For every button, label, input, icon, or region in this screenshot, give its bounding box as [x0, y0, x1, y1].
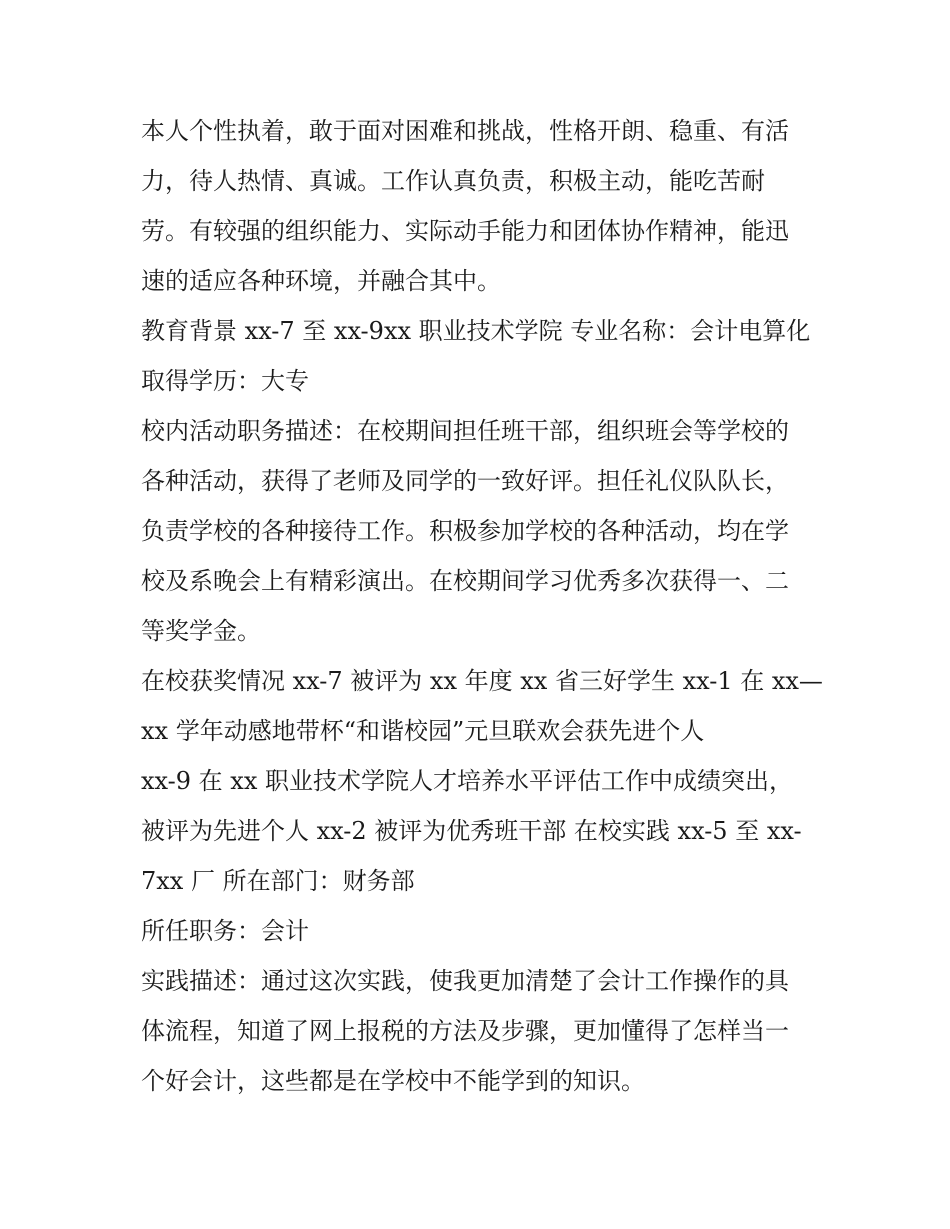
text-line: 负责学校的各种接待工作。积极参加学校的各种活动，均在学: [141, 517, 789, 545]
text-line: 力，待人热情、真诚。工作认真负责，积极主动，能吃苦耐: [141, 167, 765, 195]
paragraph-position: [141, 906, 813, 956]
text-line: xx 学年动感地带杯“和谐校园”元旦联欢会获先进个人: [141, 717, 705, 745]
paragraph-self-evaluation: [141, 106, 813, 306]
document-body: [141, 106, 823, 1106]
text-line: 被评为先进个人 xx-2 被评为优秀班干部 在校实践 xx-5 至 xx-: [141, 817, 802, 845]
text-line: 校内活动职务描述：在校期间担任班干部，组织班会等学校的: [141, 417, 789, 445]
text-line: 取得学历：大专: [141, 367, 309, 395]
text-line: 速的适应各种环境，并融合其中。: [141, 267, 501, 295]
text-line: 校及系晚会上有精彩演出。在校期间学习优秀多次获得一、二: [141, 567, 789, 595]
paragraph-practice-description: [141, 956, 813, 1106]
paragraph-education: [141, 306, 813, 406]
paragraph-campus-activities: [141, 406, 813, 656]
text-line: xx-9 在 xx 职业技术学院人才培养水平评估工作中成绩突出，: [141, 767, 793, 795]
text-line: 体流程，知道了网上报税的方法及步骤，更加懂得了怎样当一: [141, 1017, 789, 1045]
text-line: 在校获奖情况 xx-7 被评为 xx 年度 xx 省三好学生 xx-1 在 xx—: [141, 667, 823, 695]
paragraph-awards-practice: [141, 656, 823, 906]
text-line: 本人个性执着，敢于面对困难和挑战，性格开朗、稳重、有活: [141, 117, 789, 145]
text-line: 7xx 厂 所在部门：财务部: [141, 867, 415, 895]
text-line: 教育背景 xx-7 至 xx-9xx 职业技术学院 专业名称：会计电算化: [141, 317, 811, 345]
text-line: 个好会计，这些都是在学校中不能学到的知识。: [141, 1067, 645, 1095]
text-line: 所任职务：会计: [141, 917, 309, 945]
text-line: 等奖学金。: [141, 617, 261, 645]
text-line: 各种活动，获得了老师及同学的一致好评。担任礼仪队队长，: [141, 467, 789, 495]
text-line: 劳。有较强的组织能力、实际动手能力和团体协作精神，能迅: [141, 217, 789, 245]
text-line: 实践描述：通过这次实践，使我更加清楚了会计工作操作的具: [141, 967, 789, 995]
